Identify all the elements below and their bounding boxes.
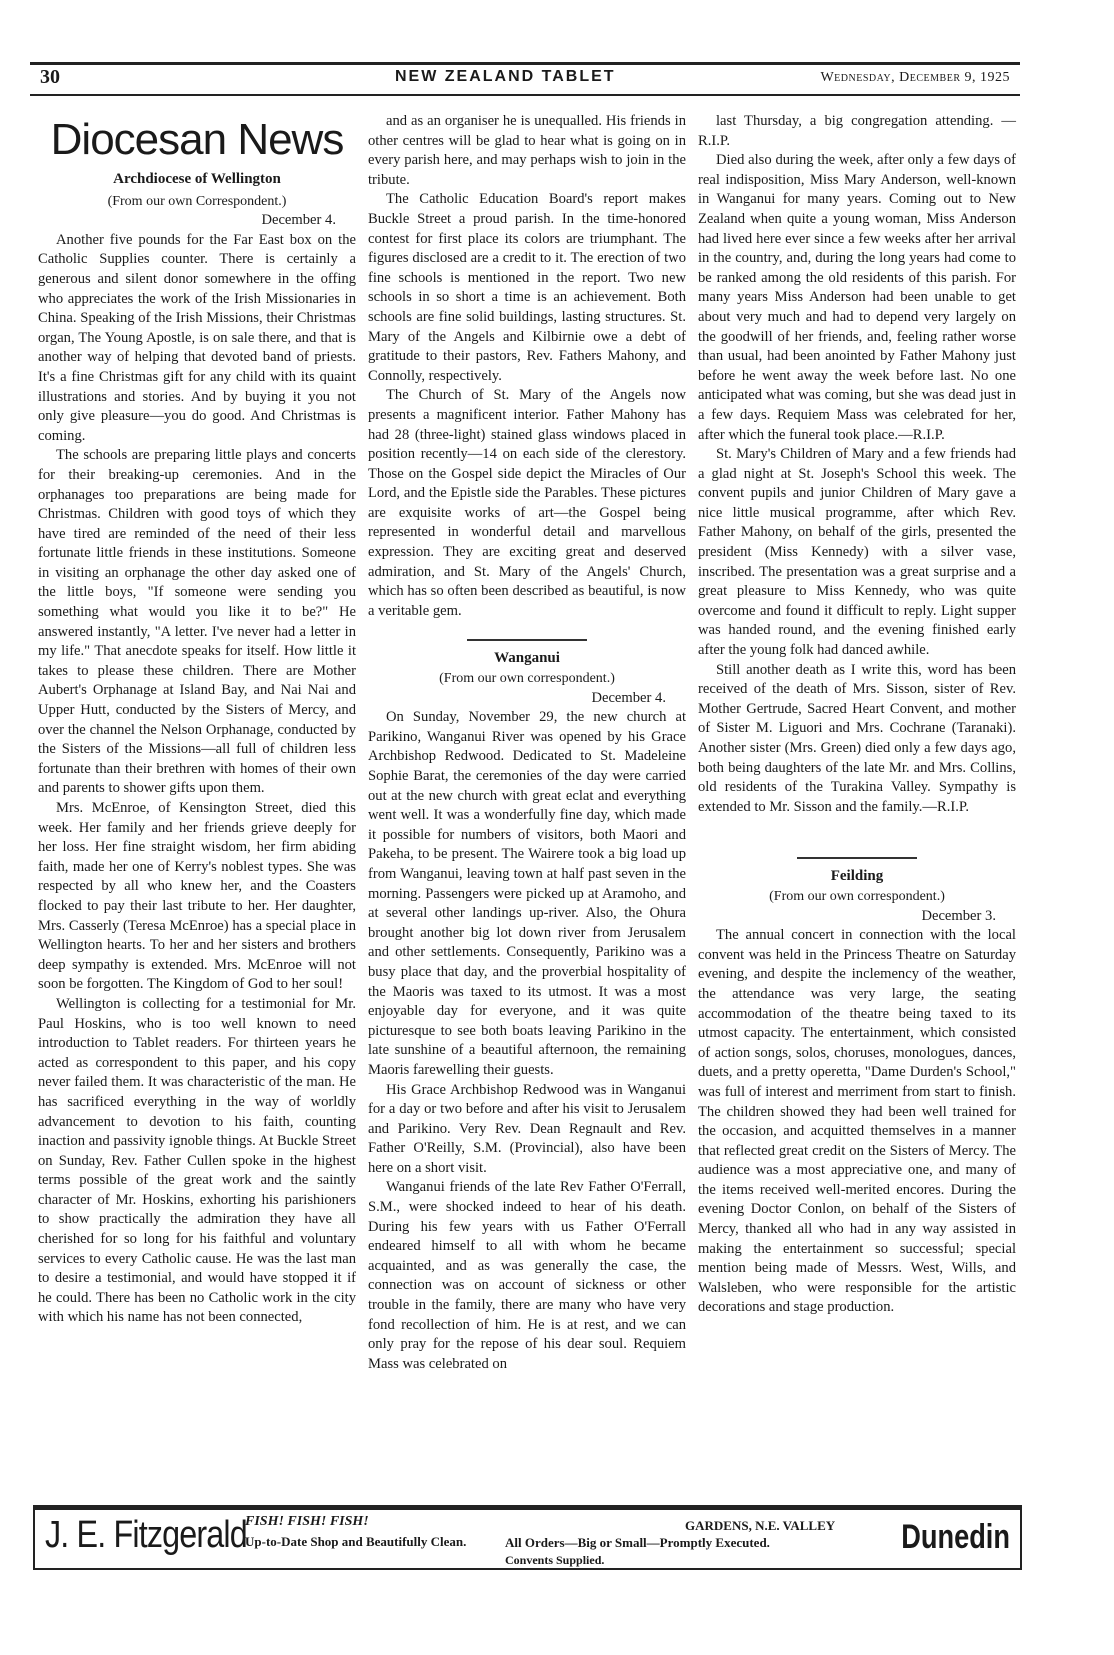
article-paragraph: and as an organiser he is unequalled. His friends in other centres will be glad to hear what is going on in every parish here, and may perhaps wish to join in the tribute.	[368, 113, 686, 188]
ad-city: Dunedin	[901, 1518, 1010, 1556]
article-paragraph: Mrs. McEnroe, of Kensington Street, died this week. Her family and her friends grieve deeply for her loss. Her fine straight wisdom, her firm abiding faith, made her one of Kerry's noblest types. She was respected by all who knew her, and the Coasters flocked to pay their last tribute to her. Her daughter, Mrs. Casserly (Teresa McEnroe) has a special place in Wellington hearts. To her and her sisters and brothers deep sympathy is extended. Mrs. McEnroe will not soon be forgotten. The Kingdom of God to her soul!	[38, 800, 356, 993]
ad-fish-slogan: FISH! FISH! FISH!	[245, 1514, 369, 1529]
article-paragraph: St. Mary's Children of Mary and a few friends had a glad night at St. Joseph's School this week. The convent pupils and junior Children of Mary gave a nice little musical programme, after which Rev. Father Mahony, on behalf of the girls, presented the president (Miss Kennedy) with a silver vase, inscribed. The presentation was a great surprise and a great pleasure to Miss Kennedy, who was quite overcome and found it difficult to reply. Light supper was handed round, and the evening finished early after the young folk had danced awhile.	[698, 446, 1016, 659]
correspondent-line: (From our own correspondent.)	[439, 671, 615, 687]
article-paragraph: His Grace Archbishop Redwood was in Wanganui for a day or two before and after his visit to Jerusalem and Parikino. Very Rev. Dean Regnault and Rev. Father O'Reilly, S.M. (Provincial), also have been here on a short visit.	[368, 1081, 686, 1176]
ad-orders-line: All Orders—Big or Small—Promptly Executed.	[505, 1535, 770, 1550]
article-paragraph: Wellington is collecting for a testimonial for Mr. Paul Hoskins, who is too well known to need introduction to Tablet readers. For thirteen years he acted as correspondent to this paper, and his copy never failed them. It was characteristic of the man. He has sacrificed everything in the way of worldly advancement to devotion to his faith, counting inaction and passivity ignoble things. At Buckle Street on Sunday, Rev. Father Cullen spoke in the highest terms possible of the great work and the saintly character of Mr. Hoskins, exhorting his parishioners to show practically the admiration they have all cherished for so long for his faithful and voluntary services to every Catholic cause. He was the last man to desire a testimonial, and would have stopped it if he could. There has been no Catholic work in the city with which his name has not been connected,	[38, 995, 356, 1326]
section-divider	[797, 857, 917, 859]
dateline: December 4.	[261, 212, 336, 229]
article-paragraph: The annual concert in connection with the local convent was held in the Princess Theatre on Saturday evening, and despite the inclemency of the weather, the attendance was very large, the seating accommodation of the theatre being taxed to its utmost capacity. The entertainment, which consisted of action songs, solos, choruses, monologues, dances, duets, and a pretty operetta, "Dame Durden's School," was full of interest and merriment from start to finish. The children showed they had been well trained for the occasion, and acquitted themselves in a manner that reflected great credit on the Sisters of Mercy. The audience was a most appreciative one, and many of the items received well-merited encores. During the evening Doctor Conlon, on behalf of the Sisters of Mercy, thanked all who had in any way assisted in making the entertainment so successful; special mention being made of Messrs. West, Wills, and Walsleben, who were responsible for the artistic decorations and stage production.	[698, 927, 1016, 1316]
article-paragraph: Another five pounds for the Far East box on the Catholic Supplies counter. There is certainly a generous and silent donor somewhere in the offing who appreciates the work of the Irish Missionaries in China. Speaking of the Irish Missions, their Christmas organ, The Young Apostle, is on sale there, and that is another way of helping that devoted band of priests. It's a fine Christmas gift for any child with its quaint illustrations and stories. And by buying it you not only give pleasure—you do good. And Christmas is coming.	[38, 231, 356, 444]
column-2	[368, 112, 686, 1374]
article-paragraph: Still another death as I write this, word has been received of the death of Mrs. Sisson, sister of Rev. Mother Gertrude, Sacred Heart Convent, and mother of Sister M. Liguori and Mrs. Cochrane (Taranaki). Another sister (Mrs. Green) died only a few days ago, both being daughters of the late Mr. and Mrs. Collins, old residents of the Turakina Valley. Sympathy is extended to Mr. Sisson and the family.—R.I.P.	[698, 661, 1016, 815]
correspondent-line: (From our own correspondent.)	[769, 888, 945, 904]
article-paragraph: The Catholic Education Board's report makes Buckle Street a proud parish. In the time-honored contest for first place its colors are triumphant. The figures disclosed are a credit to it. The erection of two fine schools is mentioned in the report. Two new schools in so short a time is an achievement. Both schools are fine solid buildings, lasting structures. St. Mary of the Angels and Kilbirnie owe a debt of gratitude to their pastors, Rev. Fathers Mahony, and Connolly, respectively.	[368, 191, 686, 384]
article-paragraph: The Church of St. Mary of the Angels now presents a magnificent interior. Father Mahony has had 28 (three-light) stained glass windows placed in position recently—14 on each side of the clerestory. Those on the Gospel side depict the Miracles of Our Lord, and the Epistle side the Parables. These pictures are exquisite works of art—the Gospel being represented in wonderful detail and marvellous expression. They are exciting great and deserved admiration, and St. Mary of the Angels' Church, which has so often been described as beautiful, is now a veritable gem.	[368, 387, 686, 619]
page-header	[30, 66, 1020, 90]
section-title: Diocesan News	[50, 115, 344, 164]
page-number: 30	[40, 66, 60, 88]
article-paragraph: last Thursday, a big congregation attending. —R.I.P.	[698, 113, 1016, 149]
fitzgerald-advertisement	[33, 1505, 1022, 1570]
issue-date: Wednesday, December 9, 1925	[820, 70, 1010, 85]
header-bottom-rule	[30, 94, 1020, 96]
archdiocese-heading: Archdiocese of Wellington	[113, 171, 281, 187]
dateline: December 3.	[921, 907, 996, 924]
ad-shop-line: Up-to-Date Shop and Beautifully Clean.	[245, 1534, 467, 1549]
article-paragraph: The schools are preparing little plays and concerts for their breaking-up ceremonies. And in the orphanages too preparations are being made for Christmas. Children with good toys of which they have tired are reminded of the need of their less fortunate little friends in these institutions. Someone in visiting an orphanage the other day asked one of the little boys, "If someone were sending you something what would you like it to be?" He answered instantly, "A letter. I've never had a letter in my life." That anecdote speaks for itself. How little it takes to please these children. There are Mother Aubert's Orphanage at Island Bay, and Nai Nai and Upper Hutt, conducted by the Sisters of Mercy, and over the channel the Nelson Orphanage, conducted by the Sisters of the Missions—all full of children less fortunate than their brethren with homes of their own and parents to shower gifts upon them.	[38, 447, 356, 797]
article-paragraph: Died also during the week, after only a few days of real indisposition, Miss Mary Anderson, well-known in Wanganui for many years. Coming out to New Zealand when quite a young woman, Miss Anderson had lived here ever since a few weeks after her arrival in the country, and, during the long years had come to be ranked among the old residents of this parish. For many years Miss Anderson had been unable to get about very much and had to depend very largely on the goodwill of her friends, and, feeling rather worse than usual, had been anointed by Father Mahony just before he went away the week before last. No one anticipated what was coming, but she was dead just in a few days. Requiem Mass was celebrated for her, after which the funeral took place.—R.I.P.	[698, 152, 1016, 443]
ad-convents-line: Convents Supplied.	[505, 1553, 605, 1567]
wanganui-heading: Wanganui	[494, 650, 560, 667]
dateline: December 4.	[591, 689, 666, 706]
correspondent-line: (From our own Correspondent.)	[107, 193, 287, 209]
paper-title: NEW ZEALAND TABLET	[395, 68, 616, 85]
feilding-heading: Feilding	[830, 868, 884, 885]
article-paragraph: On Sunday, November 29, the new church at Parikino, Wanganui River was opened by his Grace Archbishop Redwood. Dedicated to St. Madeleine Sophie Barat, the ceremonies of the day were carried out at the new church with great eclat and everything went well. It was a wonderfully fine day, which made it possible for numbers of visitors, both Maori and Pakeha, to be present. The Wairere took a big load up from Wanganui, leaving town at half past seven in the morning. Passengers were picked up at Aramoho, and at several other landings up-river. Also, the Ohura brought another big lot down river from Jerusalem and other settlements. Consequently, Parikino was a busy place that day, and the proverbial hospitality of the Maoris was taxed to its utmost. It was a most enjoyable day for everyone, and it was quite picturesque to see both boats leaving Parikino in the late sunshine of a beautiful afternoon, the remaining Maoris farewelling their guests.	[368, 709, 686, 1078]
column-3	[698, 112, 1016, 1318]
column-1	[38, 112, 356, 1328]
ad-address: GARDENS, N.E. VALLEY	[685, 1518, 836, 1533]
section-divider	[467, 639, 587, 641]
article-paragraph: Wanganui friends of the late Rev Father O'Ferrall, S.M., were shocked indeed to hear of his death. During his few years with us Father O'Ferrall endeared himself to all with whom he became acquainted, and as was generally the case, the connection was on account of sickness or other trouble in the family, there are many who have very fond recollection of him. He is at rest, and we can only pray for the repose of his dear soul. Requiem Mass was celebrated on	[368, 1179, 686, 1372]
header-top-rule	[30, 62, 1020, 65]
advertiser-name: J. E. Fitzgerald	[45, 1514, 247, 1556]
